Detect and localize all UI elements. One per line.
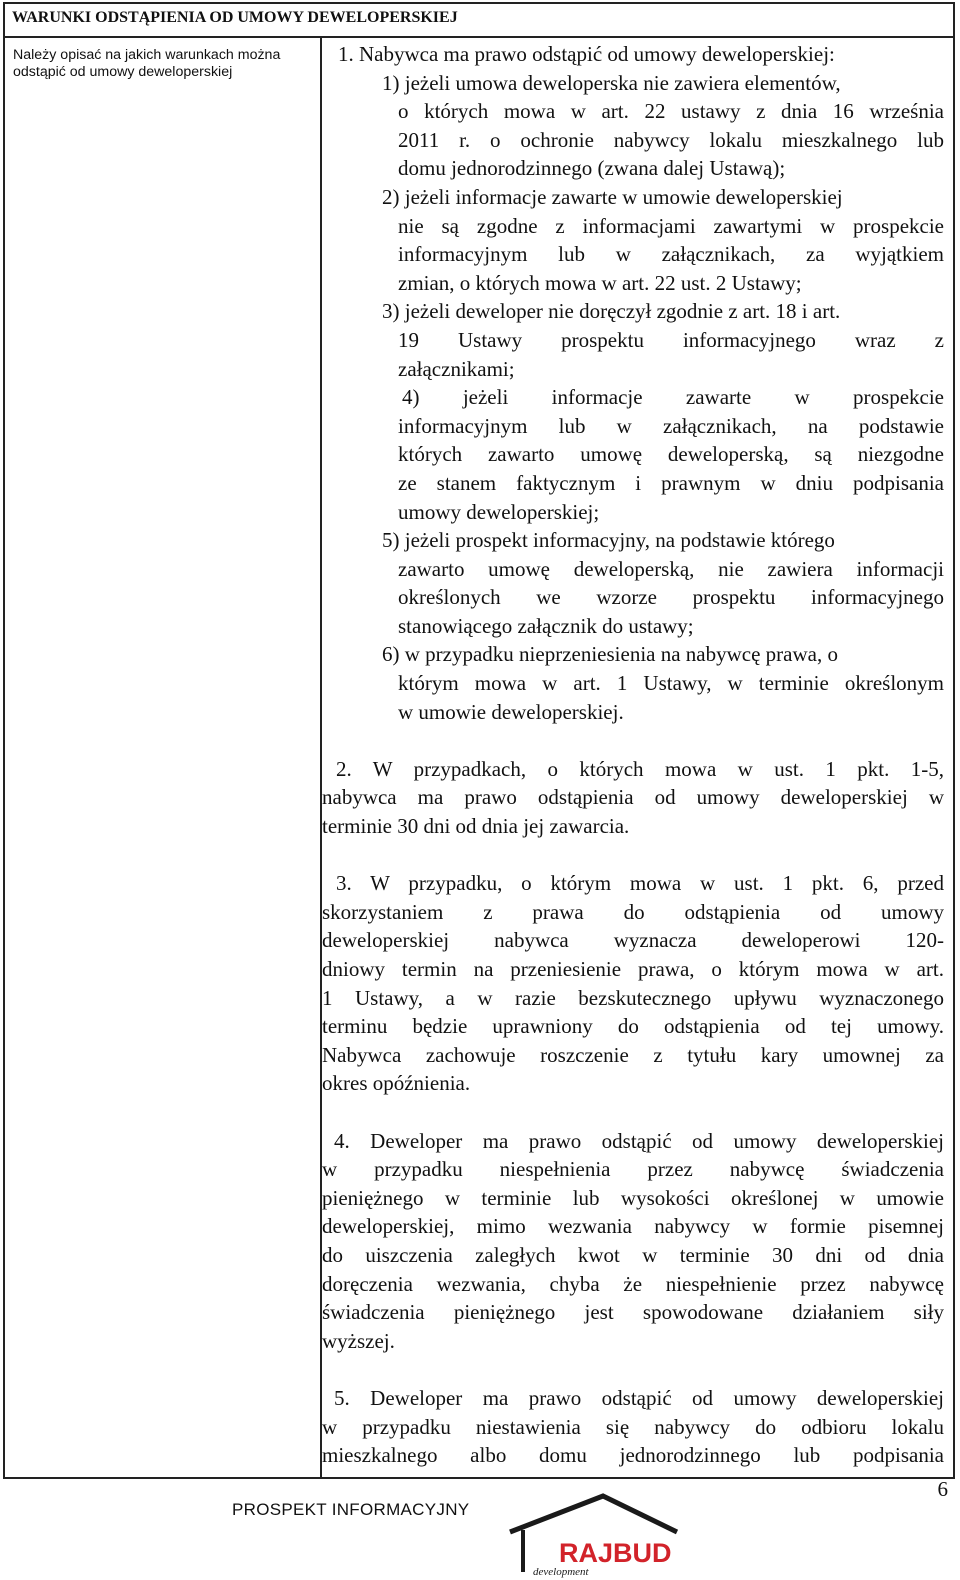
text-line: w umowie deweloperskiej. — [398, 699, 624, 724]
right-content — [322, 40, 944, 1470]
text-line: 1) jeżeli umowa deweloperska nie zawiera elementów, — [382, 70, 841, 95]
text-line: umowy deweloperskiej; — [398, 499, 600, 524]
rajbud-logo — [505, 1492, 685, 1578]
text-line: do uiszczenia zaległych kwot w terminie 30 dni od dnia — [322, 1242, 944, 1267]
text-line: o których mowa w art. 22 ustawy z dnia 16 września — [398, 99, 944, 124]
text-line: nabywca ma prawo odstąpienia od umowy deweloperskiej w — [322, 785, 944, 810]
text-line: wyższej. — [322, 1328, 395, 1353]
text-line: informacyjnym lub w załącznikach, za wyjątkiem — [398, 242, 944, 267]
text-line: 1 Ustawy, a w razie bezskutecznego upływu wyznaczonego — [322, 985, 944, 1010]
section-header: WARUNKI ODSTĄPIENIA OD UMOWY DEWELOPERSKIEJ — [5, 4, 953, 38]
text-line: deweloperskiej nabywca wyznacza deweloperowi 120- — [322, 928, 944, 953]
text-line: 1. Nabywca ma prawo odstąpić od umowy deweloperskiej: — [338, 42, 835, 66]
text-line: których zawarto umowę deweloperską, są niezgodne — [398, 442, 944, 467]
text-line: 5) jeżeli prospekt informacyjny, na podstawie którego — [382, 528, 835, 553]
text-line: mieszkalnego albo domu jednorodzinnego lub podpisania — [322, 1443, 944, 1468]
text-line: 5. Deweloper ma prawo odstąpić od umowy deweloperskiej — [334, 1385, 944, 1410]
text-line: którym mowa w art. 1 Ustawy, w terminie określonym — [398, 671, 944, 696]
text-line: okres opóźnienia. — [322, 1071, 471, 1096]
text-line: pieniężnego w terminie lub wysokości określonej w umowie — [322, 1185, 944, 1210]
text-line: domu jednorodzinnego (zwana dalej Ustawą); — [398, 156, 786, 181]
text-line: 6) w przypadku nieprzeniesienia na nabywcę prawa, o — [382, 642, 838, 667]
page-number: 6 — [937, 1477, 948, 1501]
logo-brand-text: RAJBUD — [559, 1538, 672, 1568]
text-line: 2) jeżeli informacje zawarte w umowie deweloperskiej — [382, 184, 843, 209]
text-line: 19 Ustawy prospektu informacyjnego wraz z — [398, 327, 944, 352]
text-line: 4) jeżeli informacje zawarte w prospekcie — [402, 385, 944, 410]
left-description: Należy opisać na jakich warunkach można odstąpić od umowy deweloperskiej — [13, 47, 281, 80]
text-line: 2. W przypadkach, o których mowa w ust. 1 pkt. 1-5, — [336, 756, 944, 781]
text-line: terminie 30 dni od dnia jej zawarcia. — [322, 814, 630, 839]
footer-title: PROSPEKT INFORMACYJNY — [232, 1500, 470, 1519]
text-line: zawarto umowę deweloperską, nie zawiera informacji — [398, 556, 944, 581]
text-line: świadczenia pieniężnego jest spowodowane działaniem siły — [322, 1300, 944, 1325]
text-line: 2011 r. o ochronie nabywcy lokalu mieszkalnego lub — [398, 127, 944, 152]
text-line: zmian, o których mowa w art. 22 ust. 2 Ustawy; — [398, 270, 802, 295]
text-line: 4. Deweloper ma prawo odstąpić od umowy deweloperskiej — [334, 1128, 944, 1153]
text-line: terminu będzie uprawniony do odstąpienia od tej umowy. — [322, 1014, 944, 1039]
text-line: deweloperskiej, mimo wezwania nabywcy w formie pisemnej — [322, 1214, 944, 1239]
text-line: ze stanem faktycznym i prawnym w dniu podpisania — [398, 470, 944, 495]
text-line: doręczenia wezwania, chyba że niespełnienie przez nabywcę — [322, 1271, 944, 1296]
text-line: określonych we wzorze prospektu informacyjnego — [398, 585, 944, 610]
text-line: Nabywca zachowuje roszczenie z tytułu kary umownej za — [322, 1042, 944, 1067]
text-line: 3. W przypadku, o którym mowa w ust. 1 pkt. 6, przed — [336, 871, 944, 896]
text-line: w przypadku niestawienia się nabywcy do odbioru lokalu — [322, 1414, 944, 1439]
text-line: nie są zgodne z informacjami zawartymi w prospekcie — [398, 213, 944, 238]
text-line: stanowiącego załącznik do ustawy; — [398, 613, 694, 638]
text-line: w przypadku niespełnienia przez nabywcę świadczenia — [322, 1157, 944, 1182]
text-line: 3) jeżeli deweloper nie doręczył zgodnie z art. 18 i art. — [382, 299, 841, 324]
text-line: załącznikami; — [398, 356, 515, 381]
text-line: skorzystaniem z prawa do odstąpienia od umowy — [322, 899, 944, 924]
text-line: dniowy termin na przeniesienie prawa, o którym mowa w art. — [322, 957, 944, 981]
logo-sub-text: development — [533, 1566, 589, 1578]
text-line: informacyjnym lub w załącznikach, na podstawie — [398, 413, 944, 438]
